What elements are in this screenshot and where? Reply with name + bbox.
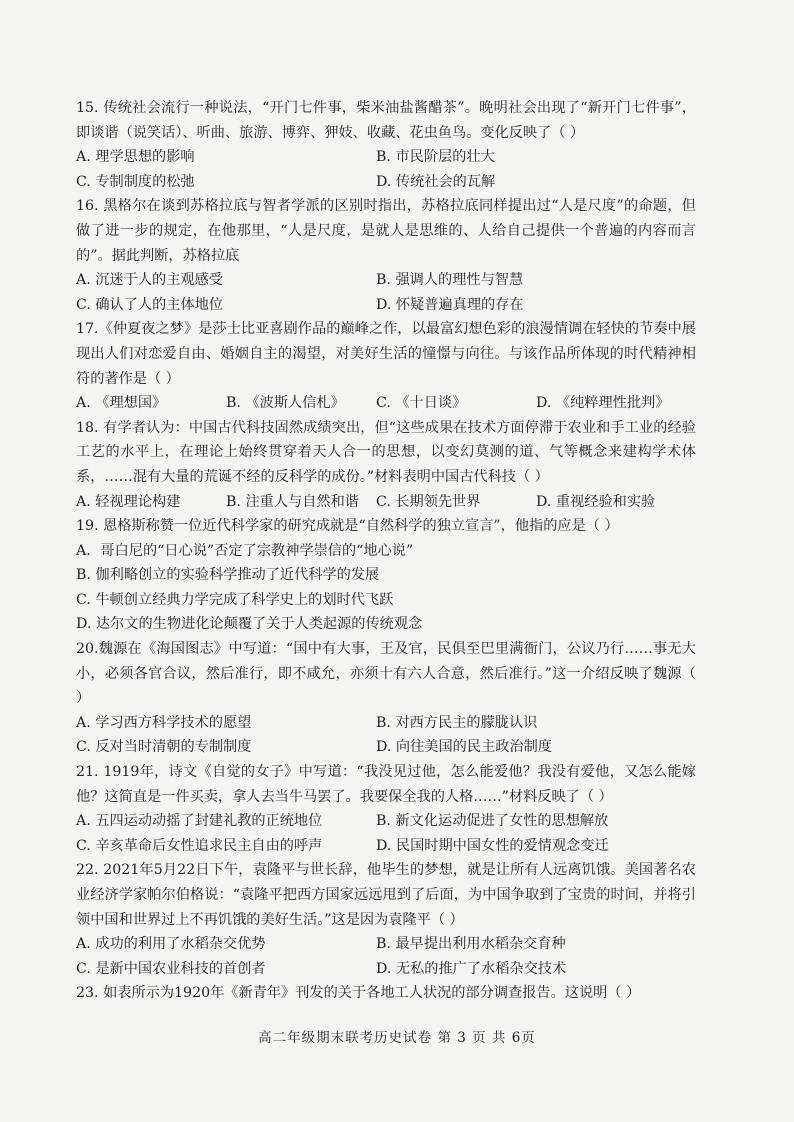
question-text: 23. 如表所示为1920年《新青年》刊发的关于各地工人状况的部分调查报告。这说明（ ）: [76, 985, 641, 1002]
options: [76, 932, 696, 981]
answer-option: D. 向往美国的民主政治制度: [376, 739, 552, 756]
answer-option: C. 是新中国农业科技的首创者: [76, 960, 266, 977]
question-text: 22. 2021年5月22日下午，袁隆平与世长辞，他毕生的梦想，就是让所有人远离饥饿。美国著名农业经济学家帕尔伯格说：“袁隆平把西方国家远远甩到了后面，为中国争取到了宝贵的时间，并将引领中国和世界过上不再饥饿的美好生活。”这是因为袁隆平（ ）: [76, 862, 696, 928]
options: [76, 145, 696, 194]
question-23: [76, 981, 696, 1006]
question-text: 16. 黑格尔在谈到苏格拉底与智者学派的区别时指出，苏格拉底同样提出过“人是尺度”的命题，但做了进一步的规定，在他那里，“人是尺度，是就人是思维的、人给自己提供一个普遍的内容而言的”。据此判断，苏格拉底: [76, 198, 696, 264]
answer-option: A. 学习西方科学技术的愿望: [76, 714, 252, 731]
answer-option: D. 《纯粹理性批判》: [536, 395, 670, 412]
question-text: 17.《仲夏夜之梦》是莎士比亚喜剧作品的巅峰之作，以最富幻想色彩的浪漫情调在轻快的节奏中展现出人们对恋爱自由、婚姻自主的渴望，对美好生活的憧憬与向往。与该作品所体现的时代精神相符的著作是（ ）: [76, 321, 696, 387]
answer-option: A. 五四运动动摇了封建礼教的正统地位: [76, 813, 323, 830]
options: [76, 268, 696, 317]
answer-option: A. 成功的利用了水稻杂交优势: [76, 936, 266, 953]
options: [76, 809, 696, 858]
answer-option: A. 理学思想的影响: [76, 149, 195, 166]
question-20: [76, 637, 696, 760]
options: [76, 391, 696, 416]
answer-option: D. 民国时期中国女性的爱情观念变迁: [376, 837, 609, 854]
page-footer: 高二年级期末联考历史试卷 第 3 页 共 6页: [258, 1030, 536, 1046]
answer-option: B. 新文化运动促进了女性的思想解放: [376, 813, 609, 830]
options: [76, 539, 696, 637]
answer-option: D. 达尔文的生物进化论颠覆了关于人类起源的传统观念: [76, 616, 423, 633]
answer-option: D. 重视经验和实验: [536, 493, 656, 510]
question-17: [76, 317, 696, 415]
question-text: 19. 恩格斯称赞一位近代科学家的研究成就是“自然科学的独立宣言”，他指的应是（ ）: [76, 518, 619, 535]
answer-option: C. 辛亥革命后女性追求民主自由的呼声: [76, 837, 323, 854]
question-list: [76, 96, 696, 1006]
question-text: 21. 1919年，诗文《自觉的女子》中写道：“我没见过他，怎么能爱他？我没有爱他，又怎么能嫁他？这简直是一件买卖，拿人去当牛马罢了。我要保全我的人格……”材料反映了（ ）: [76, 764, 696, 805]
answer-option: B. 伽利略创立的实验科学推动了近代科学的发展: [76, 567, 380, 584]
question-15: [76, 96, 696, 194]
answer-option: B. 市民阶层的壮大: [376, 149, 495, 166]
answer-option: B. 最早提出利用水稻杂交育种: [376, 936, 566, 953]
question-21: [76, 760, 696, 858]
answer-option: A. 轻视理论构建: [76, 493, 181, 510]
answer-option: B. 强调人的理性与智慧: [376, 272, 524, 289]
answer-option: B. 注重人与自然和谐: [226, 493, 359, 510]
answer-option: C. 专制制度的松弛: [76, 173, 195, 190]
options: [76, 711, 696, 760]
answer-option: C. 反对当时清朝的专制制度: [76, 739, 252, 756]
answer-option: C. 牛顿创立经典力学完成了科学史上的划时代飞跃: [76, 591, 394, 608]
question-19: [76, 514, 696, 637]
answer-option: C. 《十日谈》: [376, 395, 467, 412]
answer-option: C. 确认了人的主体地位: [76, 296, 224, 313]
answer-option: A．哥白尼的“日心说”否定了宗教神学崇信的“地心说”: [76, 542, 414, 559]
options: [76, 490, 696, 515]
question-text: 20.魏源在《海国图志》中写道：“国中有大事，王及官，民俱至巴里满衙门，公议乃行……事无大小，必须各官合议，然后准行，即不咸允，亦须十有六人合意，然后准行。”这一介绍反映了魏源（ ）: [76, 641, 696, 707]
answer-option: D. 无私的推广了水稻杂交技术: [376, 960, 567, 977]
answer-option: B. 《波斯人信札》: [226, 395, 345, 412]
answer-option: A. 《理想国》: [76, 395, 167, 412]
question-18: [76, 416, 696, 514]
answer-option: A. 沉迷于人的主观感受: [76, 272, 223, 289]
answer-option: B. 对西方民主的朦胧认识: [376, 714, 538, 731]
answer-option: D. 怀疑普遍真理的存在: [376, 296, 524, 313]
answer-option: C. 长期领先世界: [376, 493, 481, 510]
answer-option: D. 传统社会的瓦解: [376, 173, 496, 190]
question-16: [76, 194, 696, 317]
question-text: 15. 传统社会流行一种说法，“开门七件事，柴米油盐酱醋茶”。晚明社会出现了“新开门七件事”，即谈谐（说笑话）、听曲、旅游、博弈、狎妓、收藏、花虫鱼鸟。变化反映了（ ）: [76, 100, 696, 141]
question-text: 18. 有学者认为：中国古代科技固然成绩突出，但“这些成果在技术方面停滞于农业和手工业的经验工艺的水平上，在理论上始终贯穿着天人合一的思想，以变幻莫测的道、气等概念来建构学术体系，……混有大量的荒诞不经的反科学的成份。”材料表明中国古代科技（ ）: [76, 419, 696, 485]
question-22: [76, 858, 696, 981]
